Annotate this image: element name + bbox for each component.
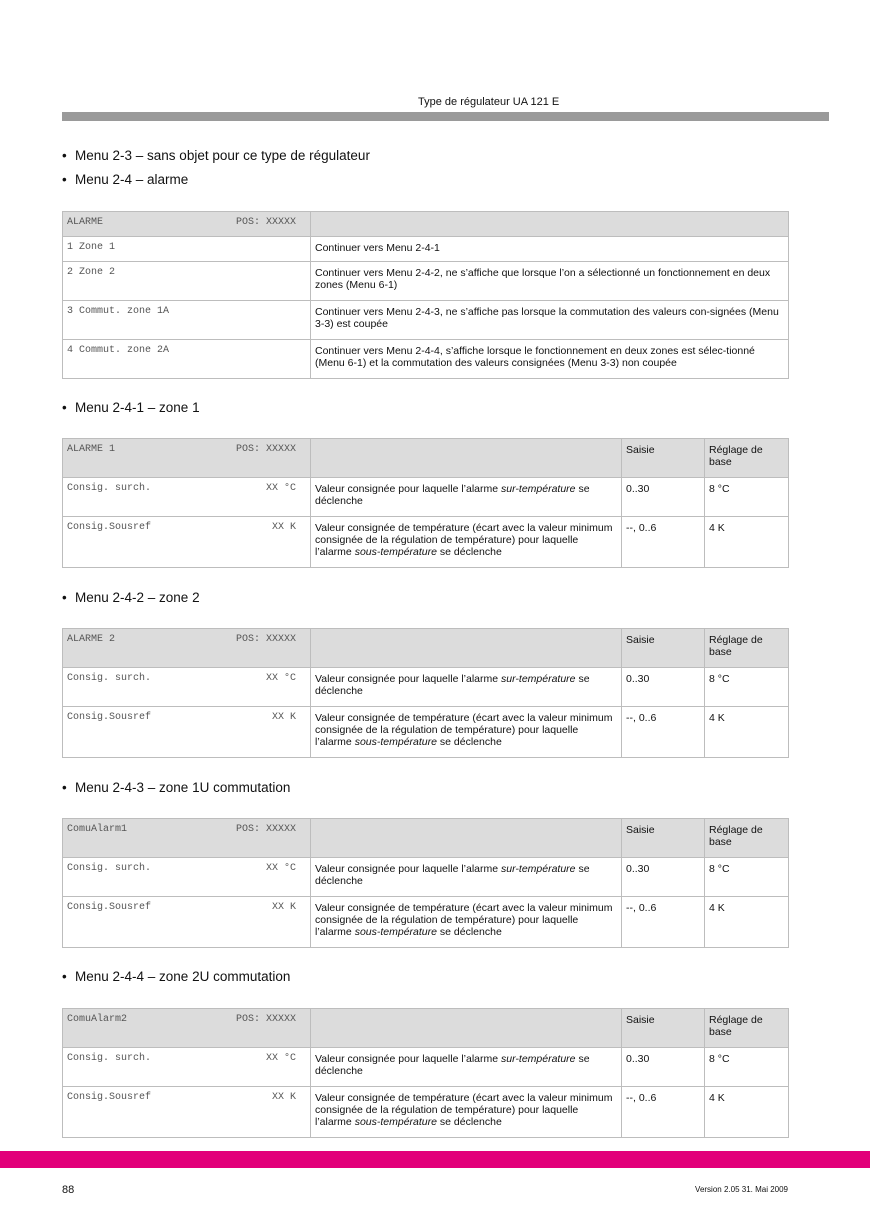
row-base: 4 K	[705, 707, 789, 758]
row-desc: Valeur consignée de température (écart avec la valeur minimum consignée de la régulation de température) pour laquelle l’alarme sous-température se déclenche	[311, 897, 622, 948]
header-reglage: Réglage de base	[705, 629, 789, 668]
row-saisie: --, 0..6	[622, 517, 705, 568]
table-row	[63, 668, 789, 707]
row-base: 8 °C	[705, 668, 789, 707]
row-label: Consig. surch. XX °C	[63, 668, 311, 707]
row-label: Consig.Sousref XX K	[63, 897, 311, 948]
row-desc: Valeur consignée de température (écart avec la valeur minimum consignée de la régulation de température) pour laquelle l’alarme sous-température se déclenche	[311, 1087, 622, 1138]
bullet-menu-2-4-1: • Menu 2-4-1 – zone 1	[62, 400, 200, 415]
header-blank	[311, 819, 622, 858]
header-saisie: Saisie	[622, 439, 705, 478]
table-header-row	[63, 819, 789, 858]
row-desc: Valeur consignée pour laquelle l’alarme sur-température se déclenche	[311, 1048, 622, 1087]
table-header-row	[63, 439, 789, 478]
row-label: Consig.Sousref XX K	[63, 707, 311, 758]
header-blank	[311, 439, 622, 478]
row-desc: Valeur consignée de température (écart avec la valeur minimum consignée de la régulation de température) pour laquelle l’alarme sous-température se déclenche	[311, 707, 622, 758]
row-base: 4 K	[705, 1087, 789, 1138]
zone-table	[62, 438, 789, 568]
row-label: Consig. surch. XX °C	[63, 478, 311, 517]
header-saisie: Saisie	[622, 1009, 705, 1048]
row-base: 8 °C	[705, 1048, 789, 1087]
header-blank	[311, 212, 789, 237]
table-row	[63, 478, 789, 517]
row-desc: Continuer vers Menu 2-4-2, ne s’affiche que lorsque l’on a sélectionné un fonctionnement en deux zones (Menu 6-1)	[311, 262, 789, 301]
zone-table	[62, 818, 789, 948]
row-desc: Valeur consignée pour laquelle l’alarme sur-température se déclenche	[311, 478, 622, 517]
row-saisie: 0..30	[622, 1048, 705, 1087]
table-row	[63, 858, 789, 897]
footer-bar	[0, 1151, 870, 1168]
lcd-title: ComuAlarm2 POS: XXXXX	[63, 1009, 311, 1048]
zone-table	[62, 1008, 789, 1138]
row-label: 2 Zone 2	[63, 262, 311, 301]
header-blank	[311, 629, 622, 668]
lcd-title: ComuAlarm1 POS: XXXXX	[63, 819, 311, 858]
table-row	[63, 262, 789, 301]
alarm-menu-table	[62, 211, 789, 379]
row-desc: Continuer vers Menu 2-4-3, ne s’affiche pas lorsque la commutation des valeurs con-signées (Menu 3-3) est coupée	[311, 301, 789, 340]
table-row	[63, 517, 789, 568]
row-saisie: 0..30	[622, 668, 705, 707]
row-base: 8 °C	[705, 478, 789, 517]
row-desc: Continuer vers Menu 2-4-4, s’affiche lorsque le fonctionnement en deux zones est sélec-tionné (Menu 6-1) et la commutation des valeurs consignées (Menu 3-3) non coupée	[311, 340, 789, 379]
table-header-row	[63, 1009, 789, 1048]
row-label: Consig.Sousref XX K	[63, 1087, 311, 1138]
header-title: Type de régulateur UA 121 E	[418, 96, 560, 108]
table-header-row	[63, 212, 789, 237]
header-saisie: Saisie	[622, 819, 705, 858]
row-base: 8 °C	[705, 858, 789, 897]
table-row	[63, 340, 789, 379]
row-desc: Valeur consignée pour laquelle l’alarme sur-température se déclenche	[311, 668, 622, 707]
row-desc: Valeur consignée pour laquelle l’alarme sur-température se déclenche	[311, 858, 622, 897]
version-date: Version 2.05 31. Mai 2009	[695, 1185, 788, 1194]
header-bar	[62, 112, 829, 121]
header-reglage: Réglage de base	[705, 1009, 789, 1048]
row-base: 4 K	[705, 517, 789, 568]
table-header-row	[63, 629, 789, 668]
lcd-title: ALARME 1 POS: XXXXX	[63, 439, 311, 478]
row-label: 3 Commut. zone 1A	[63, 301, 311, 340]
table-row	[63, 897, 789, 948]
row-saisie: --, 0..6	[622, 707, 705, 758]
header-reglage: Réglage de base	[705, 439, 789, 478]
table-row	[63, 1087, 789, 1138]
table-row	[63, 1048, 789, 1087]
row-label: Consig.Sousref XX K	[63, 517, 311, 568]
row-saisie: 0..30	[622, 478, 705, 517]
page-number: 88	[62, 1184, 75, 1196]
table-row	[63, 237, 789, 262]
row-base: 4 K	[705, 897, 789, 948]
zone-table	[62, 628, 789, 758]
table-row	[63, 707, 789, 758]
row-desc: Continuer vers Menu 2-4-1	[311, 237, 789, 262]
header-saisie: Saisie	[622, 629, 705, 668]
bullet-menu-2-4-3: • Menu 2-4-3 – zone 1U commutation	[62, 780, 291, 795]
row-label: Consig. surch. XX °C	[63, 858, 311, 897]
bullet-menu-2-4: • Menu 2-4 – alarme	[62, 172, 189, 187]
lcd-title: ALARME POS: XXXXX	[63, 212, 311, 237]
row-saisie: --, 0..6	[622, 1087, 705, 1138]
row-label: 1 Zone 1	[63, 237, 311, 262]
lcd-title: ALARME 2 POS: XXXXX	[63, 629, 311, 668]
row-saisie: --, 0..6	[622, 897, 705, 948]
bullet-menu-2-4-2: • Menu 2-4-2 – zone 2	[62, 590, 200, 605]
bullet-menu-2-4-4: • Menu 2-4-4 – zone 2U commutation	[62, 969, 291, 984]
header-blank	[311, 1009, 622, 1048]
header-reglage: Réglage de base	[705, 819, 789, 858]
table-row	[63, 301, 789, 340]
row-label: 4 Commut. zone 2A	[63, 340, 311, 379]
row-desc: Valeur consignée de température (écart avec la valeur minimum consignée de la régulation de température) pour laquelle l’alarme sous-température se déclenche	[311, 517, 622, 568]
bullet-menu-2-3: • Menu 2-3 – sans objet pour ce type de régulateur	[62, 148, 370, 163]
row-label: Consig. surch. XX °C	[63, 1048, 311, 1087]
row-saisie: 0..30	[622, 858, 705, 897]
